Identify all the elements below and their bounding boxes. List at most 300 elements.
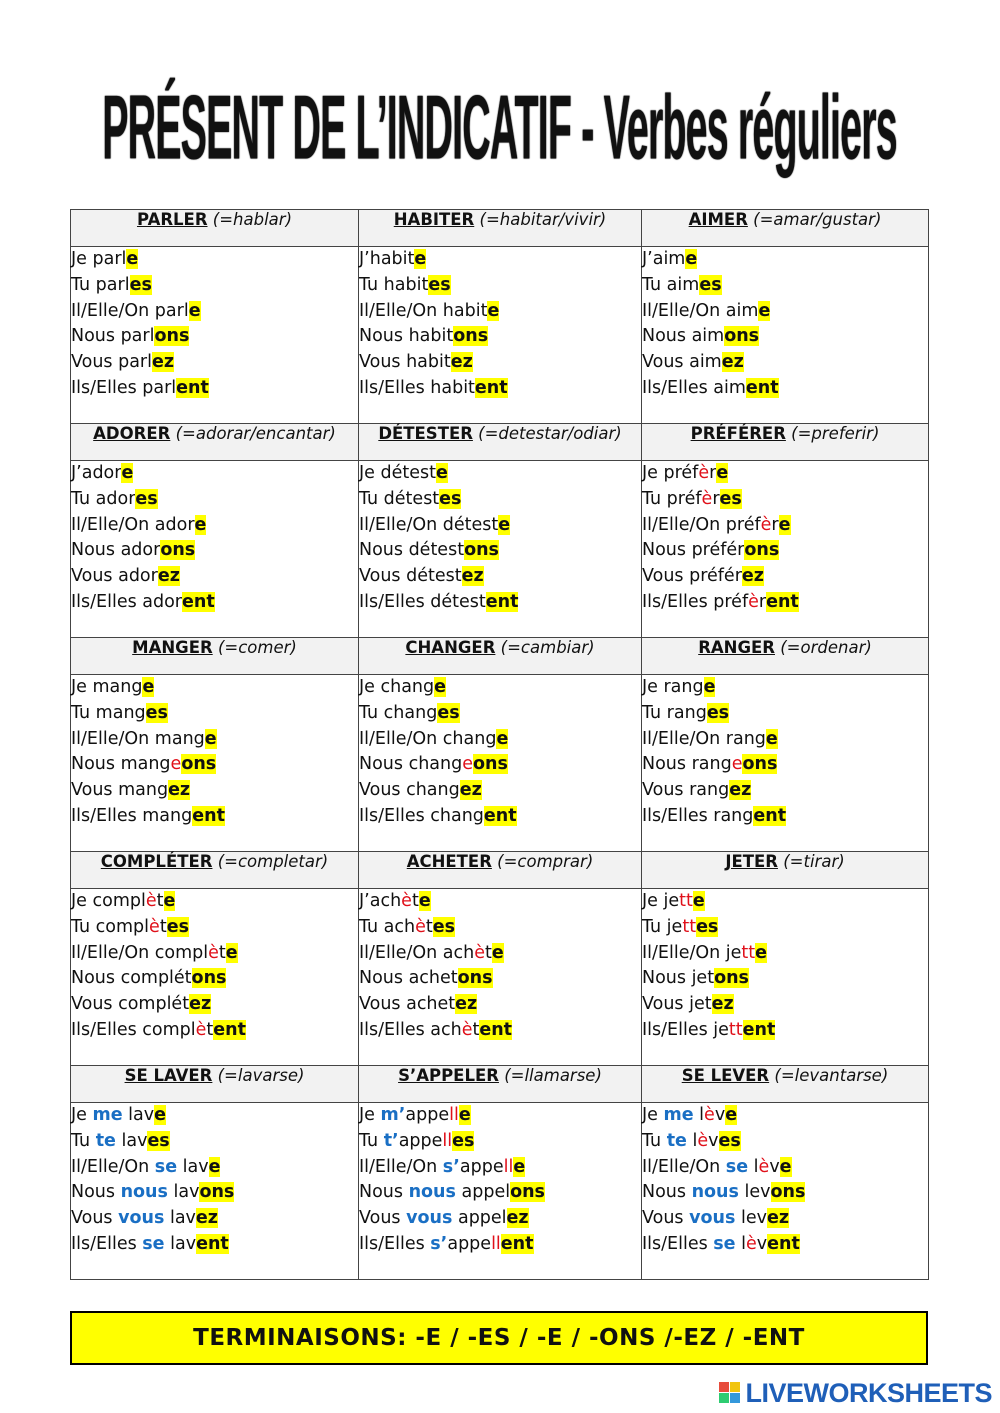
ending: ez — [766, 1208, 790, 1229]
form-text: Tu préf — [642, 488, 702, 509]
ending: e — [163, 891, 176, 911]
reflexive-pronoun: se — [142, 1233, 165, 1254]
conjugation-line — [71, 778, 358, 804]
form-text: Vous achet — [359, 994, 456, 1015]
ending: ent — [742, 1019, 776, 1040]
ending: es — [718, 1130, 741, 1151]
conjugation-line — [359, 727, 641, 753]
conjugation-line — [71, 564, 358, 590]
conjugation-line — [71, 701, 358, 727]
verb-name: SE LAVER — [124, 1066, 213, 1085]
conjugation-line — [359, 915, 641, 941]
conjugation-line — [71, 487, 358, 513]
conjugation-line — [359, 1018, 641, 1044]
ending: es — [145, 702, 168, 723]
conjugation-line — [359, 701, 641, 727]
form-text: Ils/Elles je — [642, 1019, 729, 1040]
ending: es — [135, 488, 158, 509]
ending: ons — [160, 540, 196, 561]
conjugation-line — [71, 752, 358, 778]
form-text: Vous parl — [71, 352, 152, 373]
ending: ons — [154, 326, 190, 347]
conjugation-line — [642, 915, 928, 941]
conjugation-line — [71, 538, 358, 564]
reflexive-pronoun: vous — [406, 1208, 453, 1229]
form-text: J’aim — [642, 249, 686, 269]
form-text: Je — [642, 1105, 664, 1125]
reflexive-pronoun: nous — [691, 1182, 739, 1203]
verb-header — [359, 1066, 642, 1103]
conjugation-line — [71, 350, 358, 376]
conjugation-line — [642, 1206, 928, 1232]
verb-conjugation-row — [71, 461, 929, 638]
ending: e — [154, 1105, 166, 1125]
verb-header — [642, 638, 929, 675]
ending: e — [513, 1156, 526, 1177]
conjugation-line — [642, 350, 928, 376]
conjugation-line — [359, 513, 641, 539]
conjugation-line — [71, 299, 358, 325]
ending: e — [225, 942, 238, 963]
form-text: Vous préfér — [642, 566, 742, 587]
form-text: t — [411, 891, 419, 911]
verb-header — [642, 210, 929, 247]
verb-name: SE LEVER — [681, 1066, 770, 1085]
form-text: Tu compl — [71, 916, 150, 937]
conjugation-line — [71, 590, 358, 616]
ending: e — [418, 891, 431, 911]
form-text: Ils/Elles ach — [359, 1019, 462, 1040]
conjugation-line — [359, 564, 641, 590]
ending: ent — [479, 1019, 513, 1040]
form-text: Il/Elle/On détest — [359, 514, 499, 535]
ending: ons — [714, 968, 749, 989]
form-text: Ils/Elles parl — [71, 377, 177, 398]
form-text: Ils/Elles détest — [359, 591, 486, 612]
reflexive-pronoun: vous — [118, 1208, 165, 1229]
form-text: Je rang — [642, 677, 704, 697]
verb-conjugation-row — [71, 889, 929, 1066]
conjugation-line — [359, 804, 641, 830]
form-text: Nous préfér — [642, 540, 745, 561]
form-text: Nous parl — [71, 326, 155, 347]
ending: ons — [453, 326, 489, 347]
stem-change: è — [208, 942, 219, 963]
reflexive-pronoun: s’ — [442, 1156, 460, 1177]
form-text: v — [708, 1130, 719, 1151]
verb-header — [71, 638, 359, 675]
ending: e — [716, 463, 729, 483]
ending: e — [414, 249, 427, 269]
form-text: Je préf — [642, 463, 699, 483]
conjugation-line — [359, 1103, 641, 1129]
ending: ons — [464, 540, 499, 561]
conjugation-line — [359, 487, 641, 513]
conjugation-line — [642, 1155, 928, 1181]
ending: ez — [459, 780, 482, 801]
conjugation-line — [359, 889, 641, 915]
reflexive-pronoun: te — [666, 1130, 687, 1151]
form-text: Il/Elle/On ador — [71, 514, 195, 535]
verb-translation: (=completar) — [217, 852, 329, 871]
form-text: l — [735, 1233, 746, 1254]
conjugation-line — [71, 889, 358, 915]
ending: e — [487, 300, 500, 321]
conjugation-line — [642, 1180, 928, 1206]
form-text: t — [472, 1019, 480, 1040]
form-text: l — [748, 1156, 759, 1177]
stem-change: è — [704, 1105, 715, 1125]
verb-name: ACHETER — [406, 852, 492, 871]
ending: e — [765, 728, 778, 749]
verb-conjugation-row — [71, 1103, 929, 1280]
form-text: t — [156, 891, 164, 911]
conjugation-cell — [359, 1103, 642, 1280]
stem-change: è — [758, 1156, 770, 1177]
form-text: Tu — [71, 1130, 96, 1151]
conjugation-line — [71, 1018, 358, 1044]
conjugation-line — [642, 992, 928, 1018]
form-text: Nous — [642, 1182, 692, 1203]
ending: e — [703, 677, 716, 697]
form-text: Je compl — [71, 891, 146, 911]
stem-change: ll — [449, 1105, 459, 1125]
ending: es — [696, 916, 719, 937]
form-text: Tu chang — [359, 702, 438, 723]
conjugation-line — [642, 487, 928, 513]
form-text: Nous aim — [642, 326, 725, 347]
form-text: Nous complét — [71, 968, 192, 989]
verb-name: ADORER — [93, 424, 171, 443]
conjugation-cell — [71, 1103, 359, 1280]
ending: e — [434, 677, 447, 697]
form-text: Nous détest — [359, 540, 465, 561]
stem-change: ll — [503, 1156, 514, 1177]
form-text: lav — [167, 1182, 200, 1203]
verb-translation: (=preferir) — [791, 424, 880, 443]
form-text: Je je — [642, 891, 680, 911]
form-text: Tu aim — [642, 274, 700, 295]
conjugation-line — [359, 675, 641, 701]
ending: ez — [189, 994, 212, 1015]
reflexive-pronoun: se — [725, 1156, 749, 1177]
form-text: Il/Elle/On — [642, 1156, 726, 1177]
conjugation-cell — [642, 889, 929, 1066]
ending: e — [204, 728, 217, 749]
conjugation-line — [642, 778, 928, 804]
ending: e — [435, 463, 448, 483]
conjugation-cell — [359, 675, 642, 852]
conjugation-cell — [642, 247, 929, 424]
verb-name: JETER — [725, 852, 778, 871]
form-text: appel — [455, 1182, 511, 1203]
form-text: Ils/Elles aim — [642, 377, 746, 398]
ending: es — [432, 916, 456, 937]
conjugation-line — [642, 461, 928, 487]
verb-conjugation-row — [71, 247, 929, 424]
conjugation-line — [359, 966, 641, 992]
terminaisons-text: TERMINAISONS: -E / -ES / -E / -ONS /-EZ / -ENT — [193, 1325, 805, 1351]
form-text: lev — [738, 1182, 771, 1203]
conjugation-cell — [359, 461, 642, 638]
verb-translation: (=habitar/vivir) — [479, 210, 607, 229]
conjugation-line — [359, 1155, 641, 1181]
verb-translation: (=amar/gustar) — [753, 210, 882, 229]
conjugation-line — [71, 941, 358, 967]
conjugation-line — [359, 941, 641, 967]
verb-name: CHANGER — [405, 638, 496, 657]
form-text: Il/Elle/On je — [642, 942, 742, 963]
form-text: Il/Elle/On compl — [71, 942, 209, 963]
form-text: v — [714, 1105, 726, 1125]
form-text: l — [686, 1130, 698, 1151]
verb-header-row — [71, 638, 929, 675]
verb-name: PRÉFÉRER — [690, 424, 786, 443]
form-text: v — [769, 1156, 780, 1177]
form-text: Vous mang — [71, 780, 169, 801]
form-text: Tu parl — [71, 274, 130, 295]
form-text: Je parl — [71, 249, 127, 269]
form-text: t — [159, 916, 167, 937]
conjugation-line — [359, 590, 641, 616]
verb-header-row — [71, 852, 929, 889]
conjugation-line — [642, 1103, 928, 1129]
conjugation-line — [359, 1206, 641, 1232]
conjugation-line — [642, 889, 928, 915]
conjugation-line — [359, 778, 641, 804]
form-text: Ils/Elles compl — [71, 1019, 196, 1040]
ending: e — [778, 514, 791, 535]
conjugation-cell — [359, 247, 642, 424]
conjugation-line — [642, 727, 928, 753]
ending: e — [779, 1156, 792, 1177]
ending: ons — [191, 968, 227, 989]
form-text: r — [712, 488, 720, 509]
verb-translation: (=detestar/odiar) — [478, 424, 622, 443]
conjugation-line — [71, 273, 358, 299]
conjugation-line — [359, 992, 641, 1018]
form-text: Vous ador — [71, 566, 158, 587]
form-text: Vous complét — [71, 994, 190, 1015]
conjugation-line — [71, 675, 358, 701]
ending: ent — [196, 1233, 229, 1254]
ending: ez — [168, 780, 191, 801]
form-text: Vous rang — [642, 780, 730, 801]
conjugation-line — [71, 1129, 358, 1155]
form-text: Je chang — [359, 677, 435, 697]
reflexive-pronoun: me — [663, 1105, 694, 1125]
form-text: v — [756, 1233, 768, 1254]
verb-header-row — [71, 424, 929, 461]
ending: ent — [483, 805, 517, 826]
verb-name: RANGER — [698, 638, 775, 657]
conjugation-line — [71, 727, 358, 753]
ending: ez — [721, 352, 744, 373]
ending: ent — [182, 591, 215, 612]
form-text: lav — [164, 1208, 196, 1229]
form-text: Je — [359, 1105, 381, 1125]
form-text: appel — [452, 1208, 507, 1229]
conjugation-line — [642, 273, 928, 299]
ending: ez — [195, 1208, 218, 1229]
conjugation-line — [71, 1103, 358, 1129]
reflexive-pronoun: s’ — [430, 1233, 448, 1254]
verb-name: DÉTESTER — [378, 424, 473, 443]
conjugation-cell — [71, 889, 359, 1066]
reflexive-pronoun: nous — [408, 1182, 456, 1203]
verb-header — [359, 210, 642, 247]
stem-change: tt — [741, 942, 756, 963]
form-text: Vous aim — [642, 352, 722, 373]
ending: ons — [457, 968, 493, 989]
conjugation-cell — [642, 1103, 929, 1280]
conjugation-line — [642, 1129, 928, 1155]
form-text: Ils/Elles chang — [359, 805, 484, 826]
ending: ez — [157, 566, 180, 587]
ending: ent — [213, 1019, 246, 1040]
conjugation-line — [642, 701, 928, 727]
verb-header-row — [71, 1066, 929, 1103]
conjugation-line — [71, 247, 358, 273]
form-text: lav — [177, 1156, 209, 1177]
reflexive-pronoun: me — [92, 1105, 123, 1125]
form-text: t — [485, 942, 492, 963]
stem-change: è — [760, 514, 772, 535]
stem-change: e — [170, 754, 182, 775]
conjugation-line — [71, 324, 358, 350]
conjugation-line — [642, 564, 928, 590]
ending: e — [755, 942, 768, 963]
verb-header — [359, 424, 642, 461]
conjugation-line — [359, 1180, 641, 1206]
form-text: Vous — [71, 1208, 119, 1229]
form-text: J’ach — [359, 891, 402, 911]
form-text: Nous achet — [359, 968, 458, 989]
stem-change: è — [746, 1233, 757, 1254]
conjugation-cell — [642, 675, 929, 852]
conjugation-line — [71, 1155, 358, 1181]
ending: e — [498, 514, 511, 535]
form-text: r — [771, 514, 779, 535]
verb-header — [359, 638, 642, 675]
verb-translation: (=tirar) — [783, 852, 845, 871]
verb-header — [71, 210, 359, 247]
stem-change: ll — [491, 1233, 501, 1254]
conjugation-line — [642, 590, 928, 616]
verb-name: COMPLÉTER — [100, 852, 213, 871]
conjugation-line — [359, 273, 641, 299]
reflexive-pronoun: se — [154, 1156, 178, 1177]
conjugation-line — [359, 376, 641, 402]
ending: ent — [766, 591, 799, 612]
ending: ez — [450, 352, 473, 373]
verb-header — [71, 424, 359, 461]
ending: ons — [199, 1182, 235, 1203]
verb-header — [71, 852, 359, 889]
ending: ons — [473, 754, 508, 775]
stem-change: è — [701, 488, 713, 509]
form-text: Il/Elle/On ach — [359, 942, 475, 963]
form-text: Ils/Elles mang — [71, 805, 193, 826]
form-text: appe — [459, 1156, 504, 1177]
form-text: J’ador — [71, 463, 122, 483]
stem-change: tt — [682, 916, 697, 937]
conjugation-line — [71, 915, 358, 941]
form-text: Ils/Elles préf — [642, 591, 749, 612]
form-text: Il/Elle/On — [359, 1156, 443, 1177]
ending: ons — [181, 754, 217, 775]
verb-header — [642, 1066, 929, 1103]
ending: ent — [745, 377, 779, 398]
stem-change: è — [145, 891, 157, 911]
form-text: Ils/Elles — [359, 1233, 431, 1254]
stem-change: tt — [728, 1019, 743, 1040]
verb-name: S’APPELER — [398, 1066, 499, 1085]
verb-header — [642, 852, 929, 889]
ending: es — [439, 488, 462, 509]
form-text: Vous chang — [359, 780, 460, 801]
ending: es — [699, 274, 722, 295]
form-text: Il/Elle/On rang — [642, 728, 766, 749]
conjugation-line — [642, 247, 928, 273]
ending: ent — [474, 377, 508, 398]
conjugation-line — [359, 299, 641, 325]
form-text: lav — [115, 1130, 148, 1151]
form-text: t — [206, 1019, 214, 1040]
ending: es — [719, 488, 742, 509]
ending: e — [126, 249, 139, 269]
stem-change: è — [461, 1019, 473, 1040]
form-text: J’habit — [359, 249, 415, 269]
form-text: Tu ach — [359, 916, 416, 937]
ending: e — [758, 300, 771, 321]
conjugation-line — [71, 1232, 358, 1258]
verb-translation: (=cambiar) — [500, 638, 595, 657]
ending: ons — [770, 1182, 806, 1203]
verb-name: HABITER — [393, 210, 475, 229]
reflexive-pronoun: se — [713, 1233, 736, 1254]
stem-change: è — [195, 1019, 207, 1040]
page-title-text: PRÉSENT DE L’INDICATIF - Verbes réguliers — [102, 78, 898, 180]
form-text: Il/Elle/On — [71, 1156, 155, 1177]
reflexive-pronoun: te — [95, 1130, 116, 1151]
form-text: Il/Elle/On parl — [71, 300, 189, 321]
verb-translation: (=hablar) — [212, 210, 293, 229]
conjugation-line — [642, 804, 928, 830]
stem-change: è — [474, 942, 486, 963]
ending: ent — [500, 1233, 534, 1254]
verb-translation: (=levantarse) — [774, 1066, 889, 1085]
form-text: Tu détest — [359, 488, 440, 509]
stem-change: è — [748, 591, 759, 612]
form-text: Je détest — [359, 463, 436, 483]
form-text: Nous chang — [359, 754, 463, 775]
form-text: Nous jet — [642, 968, 715, 989]
verb-translation: (=adorar/encantar) — [175, 424, 336, 443]
form-text: Tu je — [642, 916, 683, 937]
conjugation-line — [71, 461, 358, 487]
form-text: appe — [405, 1105, 450, 1125]
reflexive-pronoun: vous — [689, 1208, 736, 1229]
form-text: appe — [398, 1130, 443, 1151]
conjugation-line — [642, 1018, 928, 1044]
form-text: appe — [447, 1233, 492, 1254]
form-text: Tu mang — [71, 702, 146, 723]
form-text: Je — [71, 1105, 93, 1125]
form-text: Ils/Elles habit — [359, 377, 475, 398]
conjugation-cell — [71, 675, 359, 852]
form-text: lav — [164, 1233, 197, 1254]
